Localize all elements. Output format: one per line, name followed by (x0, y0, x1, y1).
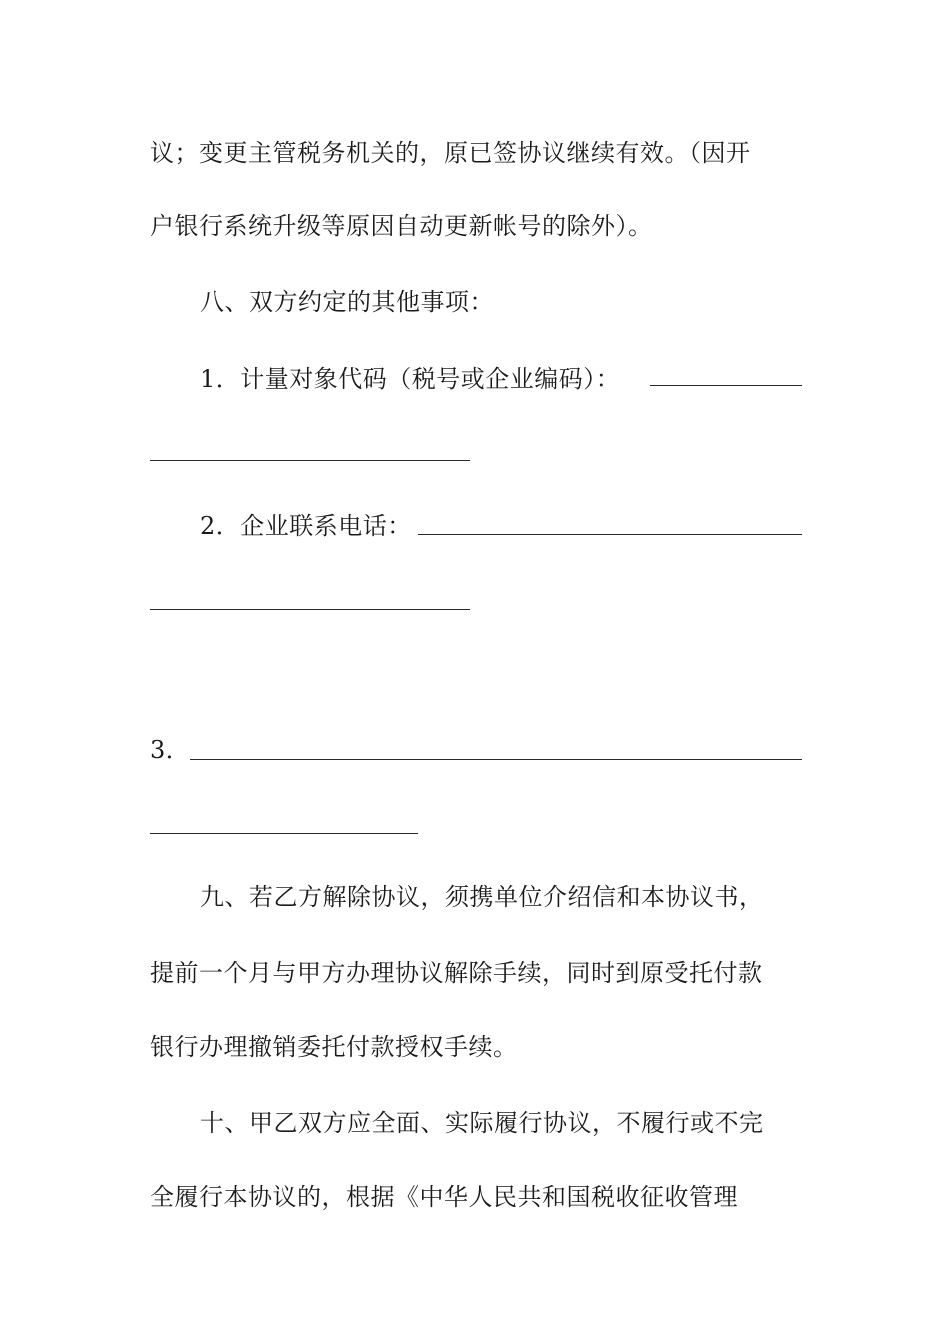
paragraph-9-line-3: 银行办理撤销委托付款授权手续。 (150, 1033, 518, 1061)
item-1-label: 1．计量对象代码（税号或企业编码）： (200, 365, 621, 393)
section-8-heading: 八、双方约定的其他事项： (200, 288, 494, 316)
item-3-blank-line-continued (150, 833, 418, 834)
paragraph-10-line-1: 十、甲乙双方应全面、实际履行协议，不履行或不完 (200, 1109, 764, 1137)
item-1-blank-line (650, 385, 802, 386)
item-2-blank-line (418, 534, 802, 535)
item-1-blank-line-continued (150, 460, 470, 461)
item-3-label: 3． (150, 736, 191, 764)
paragraph-10-line-2: 全履行本协议的，根据《中华人民共和国税收征收管理 (150, 1183, 738, 1211)
paragraph-9-line-2: 提前一个月与甲方办理协议解除手续，同时到原受托付款 (150, 959, 763, 987)
paragraph-7-line-1: 议；变更主管税务机关的，原已签协议继续有效。（因开 (150, 139, 751, 167)
paragraph-9-line-1: 九、若乙方解除协议，须携单位介绍信和本协议书， (200, 883, 764, 911)
item-3-blank-line (190, 759, 802, 760)
paragraph-7-line-2: 户银行系统升级等原因自动更新帐号的除外）。 (150, 212, 653, 240)
item-2-label: 2．企业联系电话： (200, 512, 412, 540)
item-2-blank-line-continued (150, 609, 470, 610)
